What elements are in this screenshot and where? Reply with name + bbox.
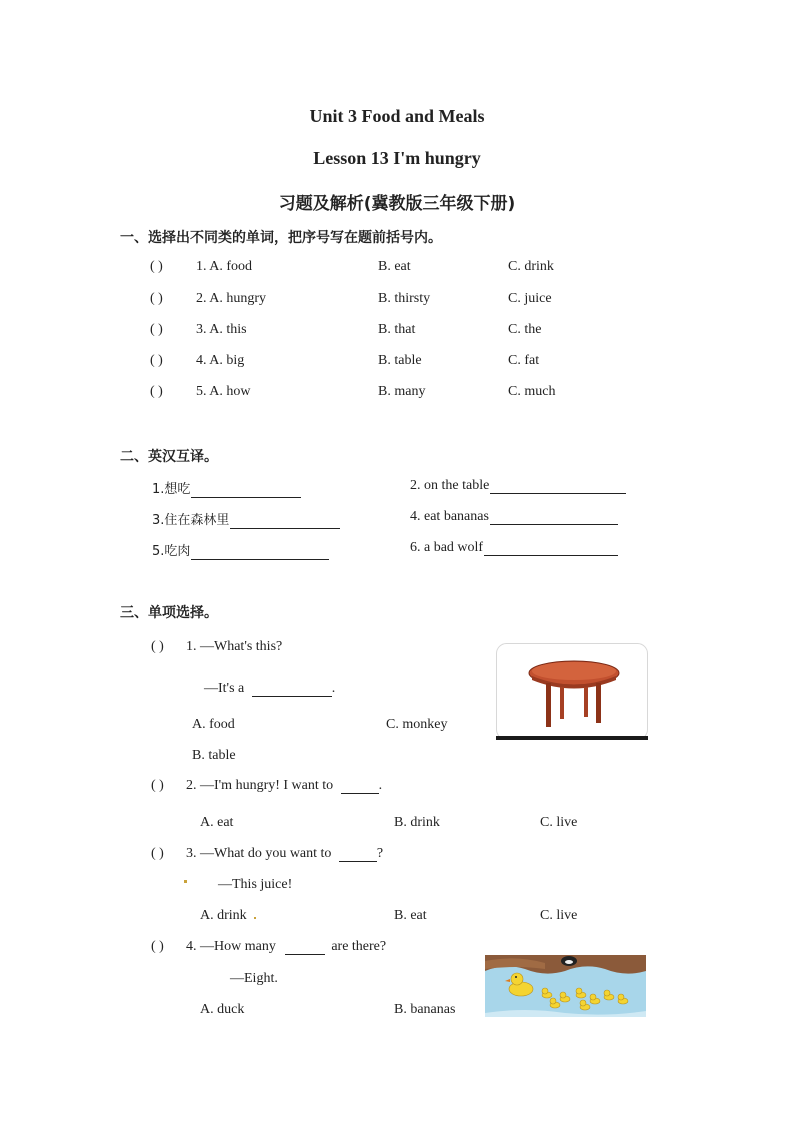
q1-question: 1. —What's this?	[186, 639, 283, 654]
q3-option-c: C. live	[540, 908, 578, 923]
q3-bracket[interactable]: ( )	[151, 846, 164, 861]
translation-label: 3.住在森林里	[152, 513, 230, 528]
option-a: 4. A. big	[196, 353, 245, 368]
option-b: B. eat	[378, 259, 411, 274]
q4-option-a: A. duck	[200, 1002, 245, 1017]
option-a: 1. A. food	[196, 259, 252, 274]
answer-bracket[interactable]: ( )	[150, 384, 163, 399]
answer-prefix: —It's a	[204, 681, 245, 696]
q3-option-a: A. drink	[200, 908, 247, 923]
translation-item-3	[152, 509, 340, 529]
translation-label: 6. a bad wolf	[410, 540, 484, 555]
table-illustration	[496, 643, 648, 740]
q2-question	[186, 778, 382, 794]
translation-item-1	[152, 478, 301, 498]
q2-bracket[interactable]: ( )	[151, 778, 164, 793]
answer-suffix: .	[331, 681, 336, 696]
q3-option-b: B. eat	[394, 908, 427, 923]
answer-bracket[interactable]: ( )	[150, 322, 163, 337]
question-suffix: are there?	[331, 939, 387, 954]
option-a: 5. A. how	[196, 384, 251, 399]
option-c: C. drink	[508, 259, 554, 274]
ducks-illustration	[485, 955, 646, 1017]
q3-question	[186, 846, 383, 862]
translation-item-4	[410, 509, 618, 525]
option-b: B. thirsty	[378, 291, 431, 306]
option-c: C. much	[508, 384, 556, 399]
answer-bracket[interactable]: ( )	[150, 291, 163, 306]
q4-question	[186, 939, 386, 955]
option-c: C. the	[508, 322, 542, 337]
option-c: C. fat	[508, 353, 540, 368]
q2-option-c: C. live	[540, 815, 578, 830]
translation-item-5	[152, 540, 329, 560]
section1-heading: 一、选择出不同类的单词，把序号写在题前括号内。	[120, 230, 442, 246]
translation-label: 5.吃肉	[152, 544, 191, 559]
option-c: C. juice	[508, 291, 552, 306]
q4-bracket[interactable]: ( )	[151, 939, 164, 954]
question-suffix: ?	[376, 846, 384, 861]
translation-label: 1.想吃	[152, 482, 191, 497]
answer-blank[interactable]	[484, 541, 618, 556]
unit-title: Unit 3 Food and Meals	[309, 106, 485, 126]
q1-bracket[interactable]: ( )	[151, 639, 164, 654]
translation-item-6	[410, 540, 618, 556]
translation-label: 4. eat bananas	[410, 509, 489, 524]
answer-blank[interactable]	[230, 514, 340, 529]
q2-option-a: A. eat	[200, 815, 234, 830]
q1-answer	[204, 681, 335, 697]
q2-option-b: B. drink	[394, 815, 440, 830]
answer-blank[interactable]	[252, 682, 332, 697]
translation-item-2	[410, 478, 626, 494]
answer-bracket[interactable]: ( )	[150, 259, 163, 274]
q3-answer: —This juice!	[218, 877, 293, 892]
stray-dot	[254, 917, 256, 919]
option-b: B. table	[378, 353, 422, 368]
worksheet-subtitle: 习题及解析(冀教版三年级下册)	[278, 194, 516, 214]
question-suffix: .	[378, 778, 383, 793]
lesson-title: Lesson 13 I'm hungry	[313, 148, 481, 168]
answer-blank[interactable]	[191, 483, 301, 498]
translation-label: 2. on the table	[410, 478, 490, 493]
answer-blank[interactable]	[285, 940, 325, 955]
answer-blank[interactable]	[339, 847, 377, 862]
stray-dot	[184, 880, 187, 883]
question-text: 4. —How many	[186, 939, 276, 954]
answer-blank[interactable]	[490, 510, 618, 525]
section3-heading: 三、单项选择。	[120, 605, 218, 621]
question-text: 2. —I'm hungry! I want to	[186, 778, 334, 793]
round-table-image	[496, 643, 648, 740]
ducks-in-water-image	[485, 955, 646, 1017]
answer-blank[interactable]	[191, 545, 329, 560]
section2-heading: 二、英汉互译。	[120, 449, 218, 465]
answer-blank[interactable]	[341, 779, 379, 794]
q4-option-b: B. bananas	[394, 1002, 456, 1017]
option-b: B. many	[378, 384, 426, 399]
q1-option-b: B. table	[192, 748, 236, 763]
option-a: 2. A. hungry	[196, 291, 266, 306]
answer-blank[interactable]	[490, 479, 626, 494]
answer-bracket[interactable]: ( )	[150, 353, 163, 368]
q1-option-c: C. monkey	[386, 717, 448, 732]
option-b: B. that	[378, 322, 416, 337]
option-a: 3. A. this	[196, 322, 247, 337]
q1-option-a: A. food	[192, 717, 235, 732]
question-text: 3. —What do you want to	[186, 846, 332, 861]
q4-answer: —Eight.	[230, 971, 278, 986]
